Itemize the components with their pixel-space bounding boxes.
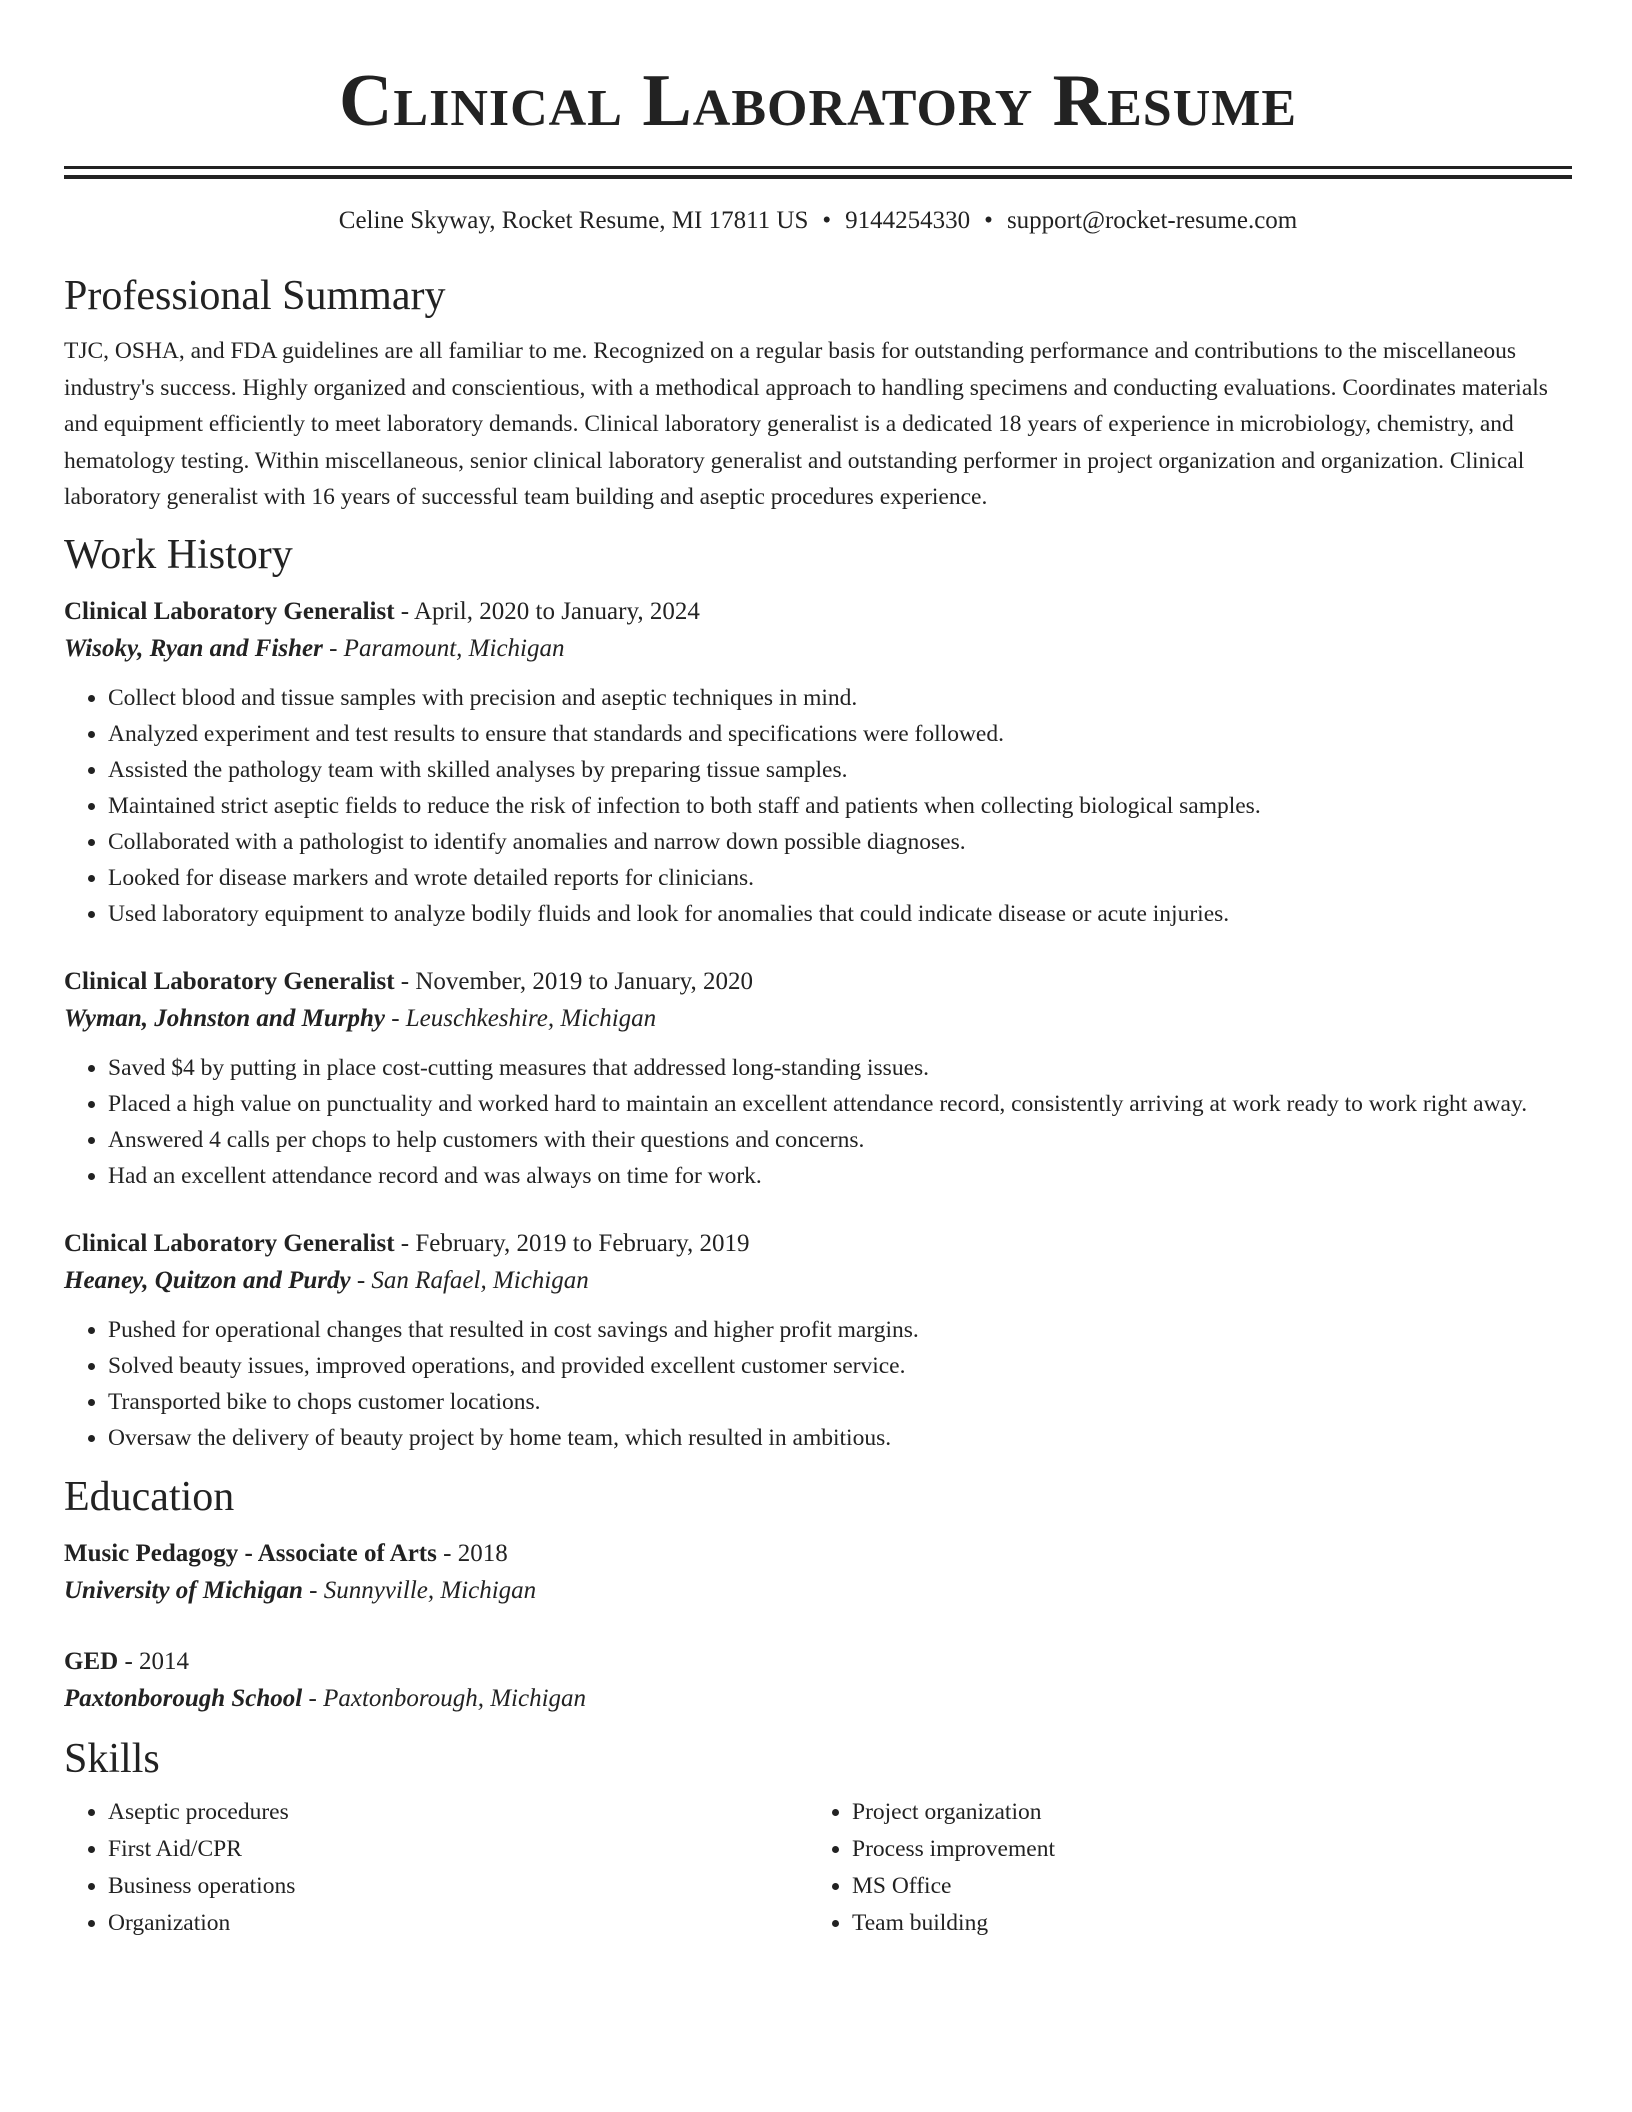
school-line <box>64 1572 1572 1610</box>
job-dates: - February, 2019 to February, 2019 <box>394 1229 750 1257</box>
degree-line <box>64 1644 1572 1680</box>
job-bullet: • Looked for disease markers and wrote detailed reports for clinicians. <box>108 860 1572 896</box>
job-title: Clinical Laboratory Generalist <box>64 597 395 625</box>
company-name: Wyman, Johnston and Murphy <box>64 1004 385 1032</box>
school-name: University of Michigan <box>64 1576 303 1604</box>
skill-item: • Team building <box>852 1905 1552 1942</box>
school-location: - Paxtonborough, Michigan <box>302 1684 587 1712</box>
job-title-line <box>64 1226 1572 1262</box>
company-line <box>64 1000 1572 1038</box>
job-bullet: • Maintained strict aseptic fields to reduce the risk of infection to both staff and patients when collecting biological samples. <box>108 788 1572 824</box>
job-bullet: • Answered 4 calls per chops to help customers with their questions and concerns. <box>108 1122 1572 1158</box>
school-location: - Sunnyville, Michigan <box>302 1576 537 1604</box>
company-line <box>64 630 1572 668</box>
job-dates: - November, 2019 to January, 2020 <box>394 967 753 995</box>
job-title: Clinical Laboratory Generalist <box>64 967 395 995</box>
degree-name: Music Pedagogy - Associate of Arts <box>64 1539 437 1567</box>
company-location: - San Rafael, Michigan <box>350 1266 589 1294</box>
skills-list-right <box>808 1794 1552 1942</box>
job-bullet: • Transported bike to chops customer locations. <box>108 1384 1572 1420</box>
work-history-heading: Work History <box>64 531 293 578</box>
job-bullet: • Collect blood and tissue samples with precision and aseptic techniques in mind. <box>108 680 1572 716</box>
skill-item: • First Aid/CPR <box>108 1831 808 1868</box>
job-entry <box>64 964 1572 1194</box>
title-divider-thick <box>64 175 1572 179</box>
job-bullets <box>64 1050 1572 1194</box>
skill-item: • Process improvement <box>852 1831 1552 1868</box>
company-location: - Leuschkeshire, Michigan <box>384 1004 657 1032</box>
degree-line <box>64 1536 1572 1572</box>
contact-line <box>64 205 1572 237</box>
skill-item: • Business operations <box>108 1868 808 1905</box>
job-bullet: • Analyzed experiment and test results to ensure that standards and specifications were followed. <box>108 716 1572 752</box>
job-bullet: • Used laboratory equipment to analyze bodily fluids and look for anomalies that could indicate disease or acute injuries. <box>108 896 1572 932</box>
job-title: Clinical Laboratory Generalist <box>64 1229 395 1257</box>
resume-page <box>64 0 1572 1942</box>
resume-title: Clinical Laboratory Resume <box>338 60 1298 142</box>
education-entry <box>64 1536 1572 1610</box>
contact-address: Celine Skyway, Rocket Resume, MI 17811 US <box>338 207 809 234</box>
job-bullet: • Pushed for operational changes that resulted in cost savings and higher profit margins. <box>108 1312 1572 1348</box>
company-name: Heaney, Quitzon and Purdy <box>64 1266 351 1294</box>
job-bullet: • Placed a high value on punctuality and worked hard to maintain an excellent attendance record, consistently arriving at work ready to work right away. <box>108 1086 1572 1122</box>
job-bullet: • Assisted the pathology team with skilled analyses by preparing tissue samples. <box>108 752 1572 788</box>
job-dates: - April, 2020 to January, 2024 <box>394 597 700 625</box>
job-bullet: • Oversaw the delivery of beauty project by home team, which resulted in ambitious. <box>108 1420 1572 1456</box>
education-entry <box>64 1644 1572 1718</box>
company-name: Wisoky, Ryan and Fisher <box>64 634 323 662</box>
skill-item: • MS Office <box>852 1868 1552 1905</box>
degree-year: - 2014 <box>118 1647 190 1675</box>
job-bullets <box>64 680 1572 932</box>
skills-heading: Skills <box>64 1735 160 1782</box>
job-bullets <box>64 1312 1572 1456</box>
job-bullet: • Solved beauty issues, improved operations, and provided excellent customer service. <box>108 1348 1572 1384</box>
contact-phone: 9144254330 <box>845 207 971 234</box>
job-bullet: • Had an excellent attendance record and was always on time for work. <box>108 1158 1572 1194</box>
contact-separator: • <box>984 207 993 234</box>
school-name: Paxtonborough School <box>64 1684 303 1712</box>
degree-name: GED <box>64 1647 119 1675</box>
company-line <box>64 1262 1572 1300</box>
job-bullet: • Saved $4 by putting in place cost-cutting measures that addressed long-standing issues. <box>108 1050 1572 1086</box>
job-entry <box>64 594 1572 932</box>
title-divider-thin <box>64 166 1572 169</box>
skills-list-left <box>64 1794 808 1942</box>
job-bullet: • Collaborated with a pathologist to identify anomalies and narrow down possible diagnoses. <box>108 824 1572 860</box>
school-line <box>64 1680 1572 1718</box>
contact-separator: • <box>822 207 832 234</box>
summary-text: TJC, OSHA, and FDA guidelines are all familiar to me. Recognized on a regular basis for outstanding performance and contributions to the miscellaneous industry's success. Highly organized and conscientious, with a methodical approach to handling specimens and conducting evaluations. Coordinates materials and equipment efficiently to meet laboratory demands. Clinical laboratory generalist is a dedicated 18 years of experience in microbiology, chemistry, and hematology testing. Within miscellaneous, senior clinical laboratory generalist and outstanding performer in project organization and organization. Clinical laboratory generalist with 16 years of successful team building and aseptic procedures experience. <box>64 338 1548 510</box>
skill-item: • Project organization <box>852 1794 1552 1831</box>
education-heading: Education <box>64 1473 235 1520</box>
skill-item: • Organization <box>108 1905 808 1942</box>
skill-item: • Aseptic procedures <box>108 1794 808 1831</box>
skills-columns <box>64 1794 1572 1942</box>
degree-year: - 2018 <box>436 1539 508 1567</box>
summary-heading: Professional Summary <box>64 273 446 319</box>
job-title-line <box>64 964 1572 1000</box>
company-location: - Paramount, Michigan <box>322 634 565 662</box>
job-entry <box>64 1226 1572 1456</box>
job-title-line <box>64 594 1572 630</box>
contact-email: support@rocket-resume.com <box>1006 207 1298 234</box>
